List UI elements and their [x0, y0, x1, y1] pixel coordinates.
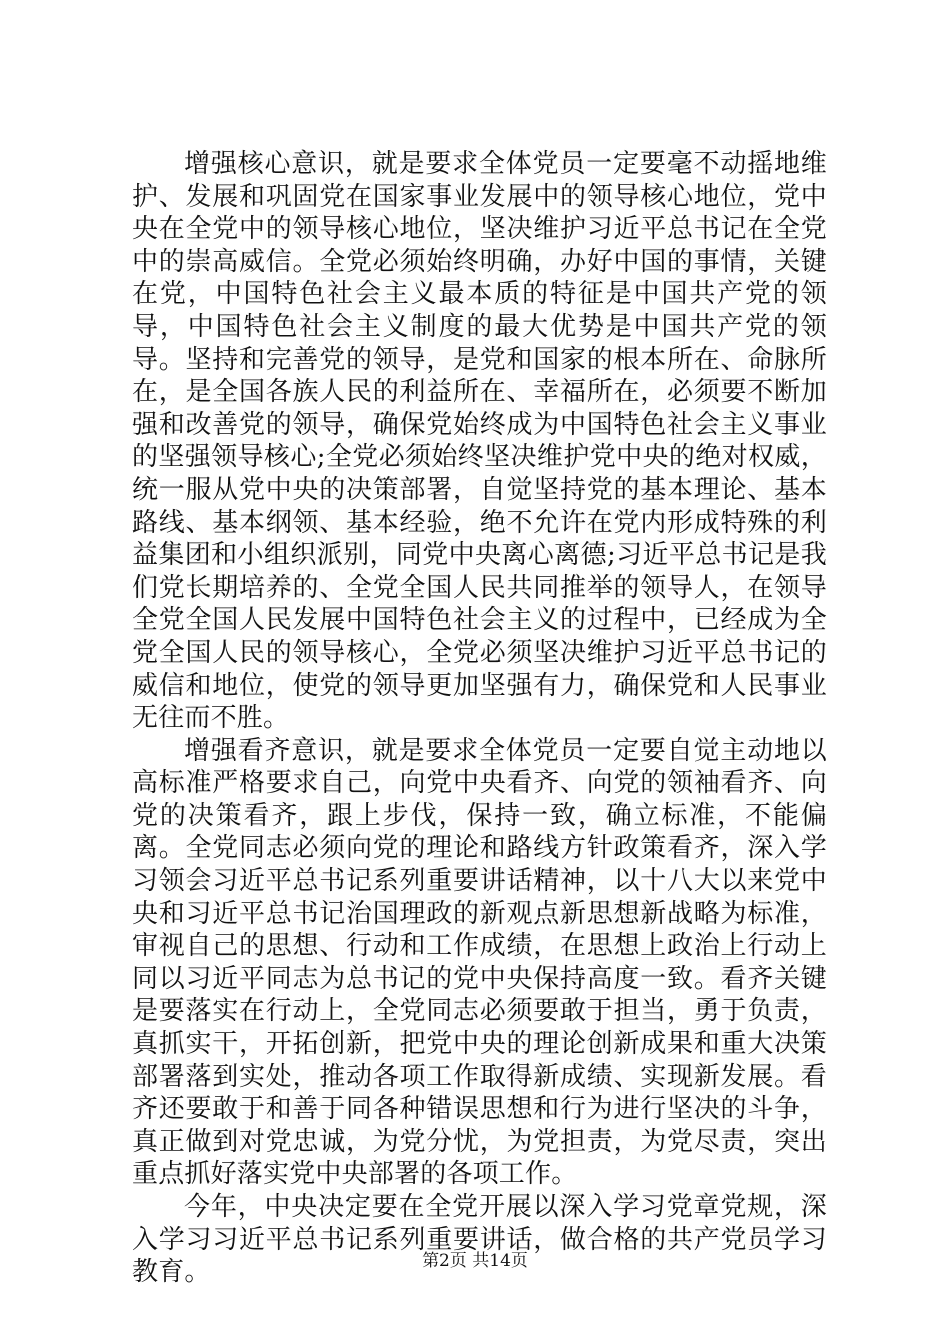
paragraph-core-awareness: 增强核心意识，就是要求全体党员一定要毫不动摇地维护、发展和巩固党在国家事业发展中的领导核心地位，党中央在全党中的领导核心地位，坚决维护习近平总书记在全党中的崇高威信。全党必须始终明确，办好中国的事情，关键在党，中国特色社会主义最本质的特征是中国共产党的领导，中国特色社会主义制度的最大优势是中国共产党的领导。坚持和完善党的领导，是党和国家的根本所在、命脉所在，是全国各族人民的利益所在、幸福所在，必须要不断加强和改善党的领导，确保党始终成为中国特色社会主义事业的坚强领导核心;全党必须始终坚决维护党中央的绝对权威，统一服从党中央的决策部署，自觉坚持党的基本理论、基本路线、基本纲领、基本经验，绝不允许在党内形成特殊的利益集团和小组织派别，同党中央离心离德;习近平总书记是我们党长期培养的、全党全国人民共同推举的领导人，在领导全党全国人民发展中国特色社会主义的过程中，已经成为全党全国人民的领导核心，全党必须坚决维护习近平总书记的威信和地位，使党的领导更加坚强有力，确保党和人民事业无往而不胜。 [132, 149, 827, 734]
paragraph-alignment-awareness: 增强看齐意识，就是要求全体党员一定要自觉主动地以高标准严格要求自己，向党中央看齐、向党的领袖看齐、向党的决策看齐，跟上步伐，保持一致，确立标准，不能偏离。全党同志必须向党的理论和路线方针政策看齐，深入学习领会习近平总书记系列重要讲话精神，以十八大以来党中央和习近平总书记治国理政的新观点新思想新战略为标准，审视自己的思想、行动和工作成绩，在思想上政治上行动上同以习近平同志为总书记的党中央保持高度一致。看齐关键是要落实在行动上，全党同志必须要敢于担当，勇于负责，真抓实干，开拓创新，把党中央的理论创新成果和重大决策部署落到实处，推动各项工作取得新成绩、实现新发展。看齐还要敢于和善于同各种错误思想和行为进行坚决的斗争，真正做到对党忠诚，为党分忧，为党担责，为党尽责，突出重点抓好落实党中央部署的各项工作。 [132, 735, 827, 1190]
page-number-footer: 第2页 共14页 [422, 1251, 528, 1271]
document-body [132, 148, 827, 1289]
paragraph-study-education: 今年，中央决定要在全党开展以深入学习党章党规，深入学习习近平总书记系列重要讲话，做合格的共产党员学习教育。 [132, 1192, 827, 1288]
